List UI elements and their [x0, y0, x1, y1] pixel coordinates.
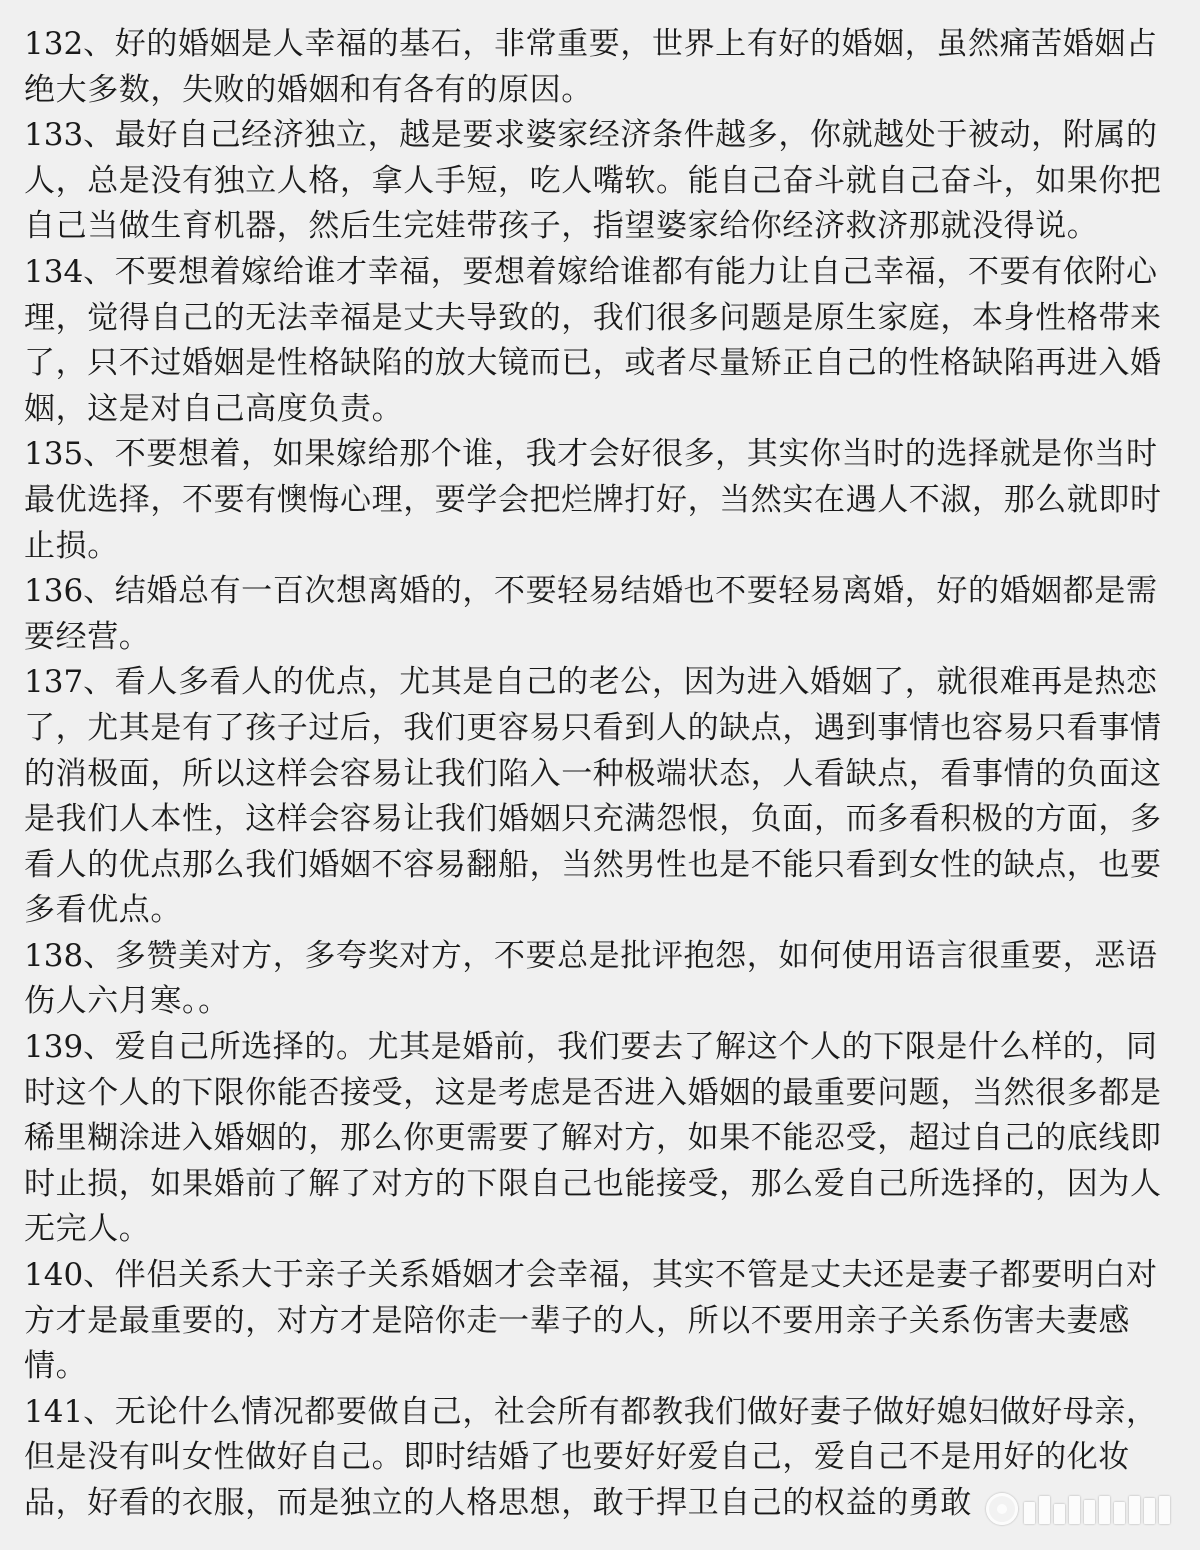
list-item: [24, 569, 1174, 660]
entry-number: 140: [24, 1257, 84, 1294]
entry-text: 、伴侣关系大于亲子关系婚姻才会幸福，其实不管是丈夫还是妻子都要明白对方才是最重要的，对方才是陪你走一辈子的人，所以不要用亲子关系伤害夫妻感情。: [24, 1257, 1158, 1385]
entry-text: 、无论什么情况都要做自己，社会所有都教我们做好妻子做好媳妇做好母亲，但是没有叫女性做好自己。即时结婚了也要好好爱自己，爱自己不是用好的化妆品，好看的衣服，而是独立的人格思想，敢于捍卫自己的权益的勇敢: [24, 1393, 1158, 1521]
entry-number: 137: [24, 664, 84, 701]
list-item: [24, 113, 1174, 250]
entry-number: 136: [24, 573, 84, 610]
entry-number: 133: [24, 117, 84, 154]
list-item: [24, 660, 1174, 934]
list-item: [24, 250, 1174, 432]
entry-text: 、看人多看人的优点，尤其是自己的老公，因为进入婚姻了，就很难再是热恋了，尤其是有了孩子过后，我们更容易只看到人的缺点，遇到事情也容易只看事情的消极面，所以这样会容易让我们陷入一种极端状态，人看缺点，看事情的负面这是我们人本性，这样会容易让我们婚姻只充满怨恨，负面，而多看积极的方面，多看人的优点那么我们婚姻不容易翻船，当然男性也是不能只看到女性的缺点，也要多看优点。: [24, 664, 1162, 929]
entry-text: 、爱自己所选择的。尤其是婚前，我们要去了解这个人的下限是什么样的，同时这个人的下限你能否接受，这是考虑是否进入婚姻的最重要问题，当然很多都是稀里糊涂进入婚姻的，那么你更需要了解对方，如果不能忍受，超过自己的底线即时止损，如果婚前了解了对方的下限自己也能接受，那么爱自己所选择的，因为人无完人。: [24, 1029, 1162, 1248]
entry-number: 138: [24, 937, 84, 974]
list-item: [24, 432, 1174, 569]
entry-text: 、最好自己经济独立，越是要求婆家经济条件越多，你就越处于被动，附属的人，总是没有独立人格，拿人手短，吃人嘴软。能自己奋斗就自己奋斗，如果你把自己当做生育机器，然后生完娃带孩子，指望婆家给你经济救济那就没得说。: [24, 117, 1162, 245]
watermark-username-mark: [1024, 1494, 1186, 1524]
entry-text: 、结婚总有一百次想离婚的，不要轻易结婚也不要轻易离婚，好的婚姻都是需要经营。: [24, 573, 1158, 655]
entry-number: 139: [24, 1029, 84, 1066]
list-item: [24, 934, 1174, 1025]
weibo-logo-icon: [986, 1493, 1018, 1525]
list-item: [24, 1253, 1174, 1390]
entry-list: [24, 22, 1174, 1527]
entry-number: 134: [24, 253, 84, 290]
list-item: [24, 1025, 1174, 1253]
entry-number: 132: [24, 26, 84, 62]
watermark: [986, 1488, 1186, 1530]
entry-text: 、多赞美对方，多夸奖对方，不要总是批评抱怨，如何使用语言很重要，恶语伤人六月寒。。: [24, 937, 1158, 1020]
entry-text: 、不要想着，如果嫁给那个谁，我才会好很多，其实你当时的选择就是你当时最优选择，不要有懊悔心理，要学会把烂牌打好，当然实在遇人不淑，那么就即时止损。: [24, 436, 1162, 564]
entry-number: 141: [24, 1393, 84, 1430]
entry-text: 、好的婚姻是人幸福的基石，非常重要，世界上有好的婚姻，虽然痛苦婚姻占绝大多数，失败的婚姻和有各有的原因。: [24, 26, 1158, 108]
entry-number: 135: [24, 436, 84, 473]
entry-text: 、不要想着嫁给谁才幸福，要想着嫁给谁都有能力让自己幸福，不要有依附心理，觉得自己的无法幸福是丈夫导致的，我们很多问题是原生家庭，本身性格带来了，只不过婚姻是性格缺陷的放大镜而已，或者尽量矫正自己的性格缺陷再进入婚姻，这是对自己高度负责。: [24, 253, 1162, 427]
list-item: [24, 22, 1174, 113]
